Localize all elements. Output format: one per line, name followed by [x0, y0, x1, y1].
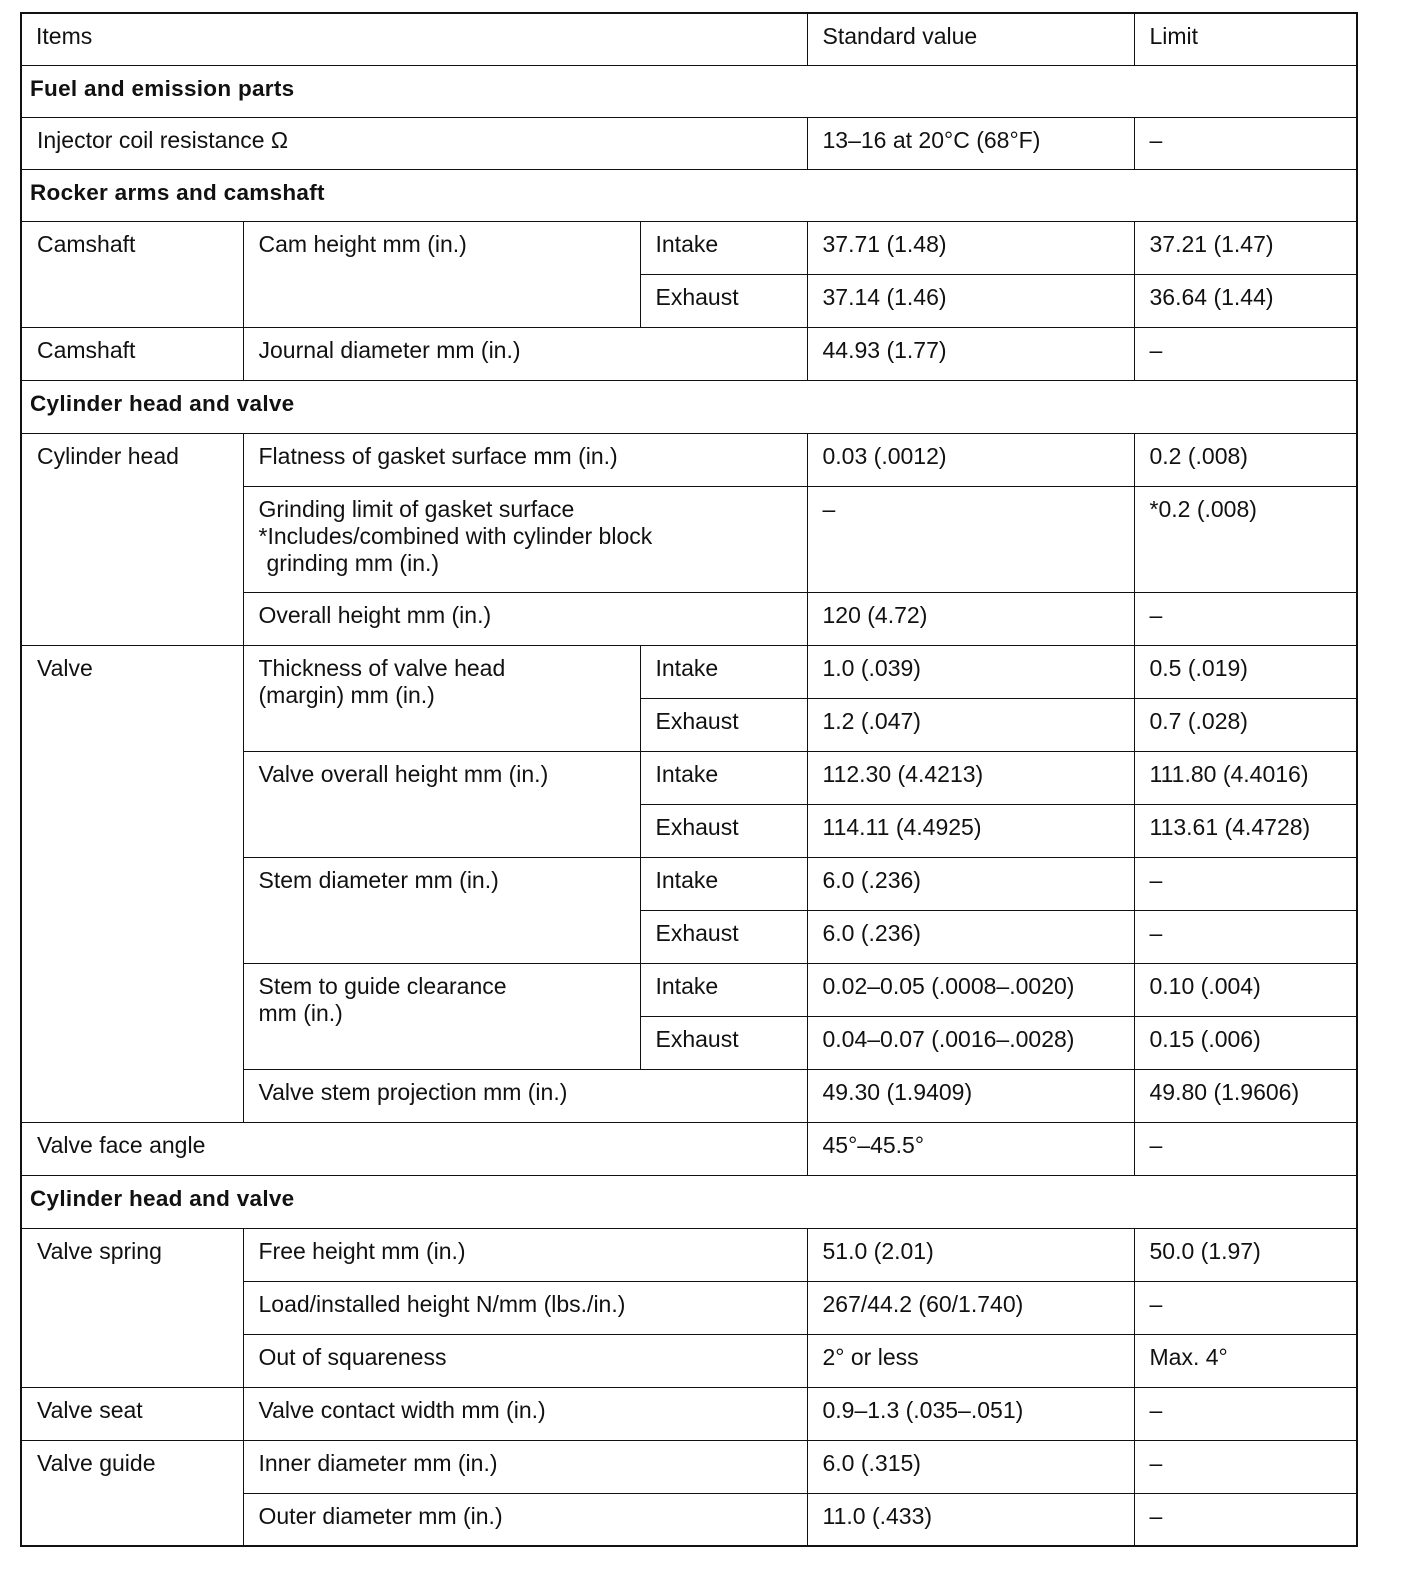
table-row — [21, 1387, 1357, 1440]
standard-value-cell: 13–16 at 20°C (68°F) — [807, 117, 1134, 169]
limit-cell: – — [1134, 1122, 1357, 1175]
standard-value-cell: 0.04–0.07 (.0016–.0028) — [807, 1016, 1134, 1069]
standard-value-cell: 267/44.2 (60/1.740) — [807, 1281, 1134, 1334]
table-row — [21, 221, 1357, 274]
limit-cell: *0.2 (.008) — [1134, 486, 1357, 592]
limit-cell: 37.21 (1.47) — [1134, 221, 1357, 274]
group-label: Valve spring — [21, 1228, 243, 1387]
standard-value-cell: 0.02–0.05 (.0008–.0020) — [807, 963, 1134, 1016]
sub-item-cell: Exhaust — [640, 910, 807, 963]
item-line: Stem to guide clearance — [258, 972, 507, 999]
table-row — [21, 433, 1357, 486]
group-label: Valve seat — [21, 1387, 243, 1440]
item-cell: Valve overall height mm (in.) — [243, 751, 640, 857]
limit-cell: – — [1134, 1281, 1357, 1334]
standard-value-cell: 11.0 (.433) — [807, 1493, 1134, 1546]
table-row — [21, 1122, 1357, 1175]
table-row — [21, 1440, 1357, 1493]
section-title: Rocker arms and camshaft — [21, 169, 1357, 221]
limit-cell: – — [1134, 592, 1357, 645]
sub-item-cell: Intake — [640, 645, 807, 698]
table-row — [21, 327, 1357, 380]
item-cell: Injector coil resistance Ω — [21, 117, 807, 169]
section-title: Cylinder head and valve — [21, 1175, 1357, 1228]
group-label: Camshaft — [21, 327, 243, 380]
item-line: (margin) mm (in.) — [258, 681, 435, 708]
standard-value-cell: 6.0 (.236) — [807, 857, 1134, 910]
specification-table — [20, 12, 1358, 1547]
section-row — [21, 169, 1357, 221]
limit-cell: – — [1134, 1387, 1357, 1440]
limit-cell: 113.61 (4.4728) — [1134, 804, 1357, 857]
item-cell: Inner diameter mm (in.) — [243, 1440, 807, 1493]
item-cell: Valve contact width mm (in.) — [243, 1387, 807, 1440]
standard-value-cell: 2° or less — [807, 1334, 1134, 1387]
standard-value-cell: 112.30 (4.4213) — [807, 751, 1134, 804]
limit-cell: 50.0 (1.97) — [1134, 1228, 1357, 1281]
standard-value-cell: 37.14 (1.46) — [807, 274, 1134, 327]
limit-cell: 0.10 (.004) — [1134, 963, 1357, 1016]
limit-cell: Max. 4° — [1134, 1334, 1357, 1387]
sub-item-cell: Intake — [640, 221, 807, 274]
standard-value-cell: 0.9–1.3 (.035–.051) — [807, 1387, 1134, 1440]
sub-item-cell: Exhaust — [640, 1016, 807, 1069]
section-row — [21, 65, 1357, 117]
sub-item-cell: Exhaust — [640, 804, 807, 857]
limit-cell: – — [1134, 1440, 1357, 1493]
item-cell: Valve stem projection mm (in.) — [243, 1069, 807, 1122]
item-cell — [243, 963, 640, 1069]
section-row — [21, 1175, 1357, 1228]
table-row — [21, 1228, 1357, 1281]
table-header-row — [21, 13, 1357, 65]
item-cell: Stem diameter mm (in.) — [243, 857, 640, 963]
standard-value-cell: 114.11 (4.4925) — [807, 804, 1134, 857]
section-title: Cylinder head and valve — [21, 380, 1357, 433]
limit-cell: – — [1134, 117, 1357, 169]
item-cell: Free height mm (in.) — [243, 1228, 807, 1281]
standard-value-cell: – — [807, 486, 1134, 592]
sub-item-cell: Exhaust — [640, 274, 807, 327]
limit-cell: 49.80 (1.9606) — [1134, 1069, 1357, 1122]
item-cell: Outer diameter mm (in.) — [243, 1493, 807, 1546]
item-line: grinding mm (in.) — [266, 549, 440, 576]
limit-cell: 0.2 (.008) — [1134, 433, 1357, 486]
item-cell: Overall height mm (in.) — [243, 592, 807, 645]
item-cell: Journal diameter mm (in.) — [243, 327, 807, 380]
standard-value-cell: 0.03 (.0012) — [807, 433, 1134, 486]
limit-cell: – — [1134, 857, 1357, 910]
standard-value-cell: 45°–45.5° — [807, 1122, 1134, 1175]
limit-cell: 0.5 (.019) — [1134, 645, 1357, 698]
limit-cell: 0.7 (.028) — [1134, 698, 1357, 751]
item-cell: Flatness of gasket surface mm (in.) — [243, 433, 807, 486]
item-cell: Out of squareness — [243, 1334, 807, 1387]
limit-cell: 111.80 (4.4016) — [1134, 751, 1357, 804]
item-line: *Includes/combined with cylinder block — [258, 522, 653, 549]
table-row — [21, 645, 1357, 698]
sub-item-cell: Intake — [640, 751, 807, 804]
item-cell — [243, 645, 640, 751]
item-cell: Valve face angle — [21, 1122, 807, 1175]
standard-value-cell: 1.2 (.047) — [807, 698, 1134, 751]
header-items: Items — [21, 13, 807, 65]
standard-value-cell: 120 (4.72) — [807, 592, 1134, 645]
limit-cell: 0.15 (.006) — [1134, 1016, 1357, 1069]
standard-value-cell: 37.71 (1.48) — [807, 221, 1134, 274]
group-label: Valve — [21, 645, 243, 1122]
limit-cell: – — [1134, 1493, 1357, 1546]
standard-value-cell: 6.0 (.315) — [807, 1440, 1134, 1493]
table-row — [21, 117, 1357, 169]
limit-cell: 36.64 (1.44) — [1134, 274, 1357, 327]
item-line: Thickness of valve head — [258, 654, 506, 681]
item-line: Grinding limit of gasket surface — [258, 495, 575, 522]
group-label: Cylinder head — [21, 433, 243, 645]
item-cell: Cam height mm (in.) — [243, 221, 640, 327]
standard-value-cell: 44.93 (1.77) — [807, 327, 1134, 380]
sub-item-cell: Exhaust — [640, 698, 807, 751]
section-row — [21, 380, 1357, 433]
item-line: mm (in.) — [258, 999, 343, 1026]
sub-item-cell: Intake — [640, 963, 807, 1016]
item-cell — [243, 486, 807, 592]
standard-value-cell: 49.30 (1.9409) — [807, 1069, 1134, 1122]
standard-value-cell: 1.0 (.039) — [807, 645, 1134, 698]
header-limit: Limit — [1134, 13, 1357, 65]
item-cell: Load/installed height N/mm (lbs./in.) — [243, 1281, 807, 1334]
header-standard-value: Standard value — [807, 13, 1134, 65]
standard-value-cell: 6.0 (.236) — [807, 910, 1134, 963]
limit-cell: – — [1134, 910, 1357, 963]
sub-item-cell: Intake — [640, 857, 807, 910]
section-title: Fuel and emission parts — [21, 65, 1357, 117]
group-label: Camshaft — [21, 221, 243, 327]
limit-cell: – — [1134, 327, 1357, 380]
standard-value-cell: 51.0 (2.01) — [807, 1228, 1134, 1281]
group-label: Valve guide — [21, 1440, 243, 1546]
